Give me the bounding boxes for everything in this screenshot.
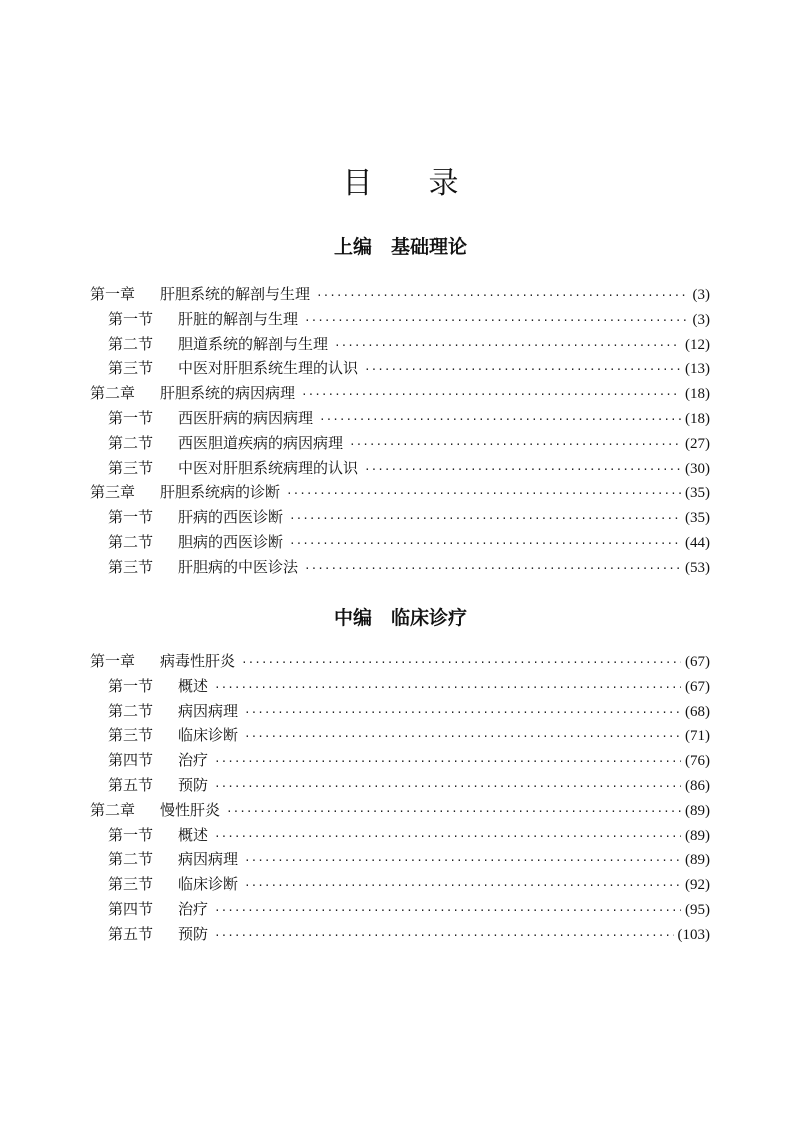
toc-chapter-entry[interactable] — [90, 798, 710, 823]
toc-section-entry[interactable] — [90, 505, 710, 530]
toc-entry-title: 病因病理 — [178, 701, 239, 720]
toc-entry-label: 第一章 — [90, 652, 136, 670]
part-heading-middle: 中编 临床诊疗 — [333, 607, 467, 629]
toc-entry-page: (13) — [685, 361, 710, 378]
toc-section-entry[interactable] — [90, 699, 710, 724]
toc-entry-page: (89) — [685, 802, 710, 819]
dot-leader — [214, 924, 673, 949]
toc-entry-title: 中医对肝胆系统病理的认识 — [178, 458, 359, 477]
toc-entry-label: 第一节 — [108, 408, 154, 427]
dot-leader — [316, 284, 688, 309]
toc-section-entry[interactable] — [90, 723, 710, 748]
toc-entry-label: 第三节 — [108, 359, 154, 378]
toc-entry-page: (3) — [692, 287, 710, 303]
toc-entry-page: (76) — [685, 753, 710, 770]
toc-entry-title: 胆道系统的解剖与生理 — [178, 334, 329, 353]
toc-entry-title: 肝脏的解剖与生理 — [178, 309, 299, 328]
dot-leader — [241, 651, 681, 676]
toc-entry-page: (27) — [685, 435, 710, 452]
toc-entry-label: 第三节 — [108, 875, 154, 894]
dot-leader — [364, 458, 681, 483]
dot-leader — [244, 874, 681, 899]
toc-entry-page: (35) — [685, 510, 710, 527]
toc-entry-page: (67) — [685, 678, 710, 695]
toc-entry-label: 第五节 — [108, 924, 154, 943]
toc-entry-title: 中医对肝胆系统生理的认识 — [178, 359, 359, 378]
dot-leader — [226, 800, 681, 825]
dot-leader — [214, 676, 681, 701]
toc-chapter-entry[interactable] — [90, 649, 710, 674]
dot-leader — [244, 701, 681, 726]
toc-entry-page: (89) — [685, 827, 710, 844]
dot-leader — [364, 358, 681, 383]
toc-entry-page: (95) — [685, 901, 710, 918]
toc-entry-label: 第二节 — [108, 334, 154, 353]
toc-entry-page: (30) — [685, 460, 710, 477]
toc-entry-page: (18) — [685, 386, 710, 403]
toc-entry-title: 慢性肝炎 — [160, 800, 221, 819]
toc-section-entry[interactable] — [90, 897, 710, 922]
toc-entry-page: (67) — [685, 654, 710, 670]
toc-entry-label: 第三节 — [108, 557, 154, 576]
toc-entry-title: 肝胆系统病的诊断 — [160, 483, 281, 502]
toc-section-entry[interactable] — [90, 332, 710, 357]
toc-entry-label: 第一节 — [108, 825, 154, 844]
toc-chapter-entry[interactable] — [90, 480, 710, 505]
toc-section-entry[interactable] — [90, 356, 710, 381]
toc-entry-title: 西医肝病的病因病理 — [178, 408, 314, 427]
toc-entry-title: 胆病的西医诊断 — [178, 532, 284, 551]
dot-leader — [289, 532, 681, 557]
toc-entry-page: (12) — [685, 336, 710, 353]
toc-entry-title: 概述 — [178, 676, 209, 695]
toc-entry-label: 第三节 — [108, 726, 154, 745]
dot-leader — [214, 775, 681, 800]
toc-section-entry[interactable] — [90, 823, 710, 848]
toc-entry-title: 肝病的西医诊断 — [178, 508, 284, 527]
toc-entry-page: (68) — [685, 703, 710, 720]
toc-entry-label: 第三节 — [108, 458, 154, 477]
dot-leader — [244, 849, 681, 874]
toc-entry-title: 临床诊断 — [178, 875, 239, 894]
toc-entry-title: 治疗 — [178, 751, 209, 770]
dot-leader — [214, 825, 681, 850]
toc-entry-label: 第二章 — [90, 384, 136, 403]
toc-section-entry[interactable] — [90, 307, 710, 332]
dot-leader — [244, 725, 681, 750]
toc-section-entry[interactable] — [90, 773, 710, 798]
dot-leader — [286, 482, 681, 507]
toc-entry-title: 治疗 — [178, 899, 209, 918]
toc-entry-label: 第一节 — [108, 309, 154, 328]
toc-section-entry[interactable] — [90, 456, 710, 481]
dot-leader — [334, 334, 681, 359]
toc-entry-label: 第一节 — [108, 676, 154, 695]
dot-leader — [289, 507, 681, 532]
toc-section-entry[interactable] — [90, 872, 710, 897]
toc-entry-label: 第二章 — [90, 800, 136, 819]
toc-entry-label: 第一章 — [90, 285, 136, 303]
toc-list-middle — [90, 649, 710, 947]
toc-section-entry[interactable] — [90, 674, 710, 699]
toc-entry-label: 第五节 — [108, 775, 154, 794]
toc-chapter-entry[interactable] — [90, 381, 710, 406]
toc-entry-page: (3) — [692, 311, 710, 328]
toc-entry-label: 第二节 — [108, 701, 154, 720]
toc-section-entry[interactable] — [90, 847, 710, 872]
toc-entry-title: 病因病理 — [178, 850, 239, 869]
toc-entry-page: (35) — [685, 485, 710, 502]
toc-entry-page: (103) — [677, 926, 710, 943]
toc-entry-title: 肝胆系统的解剖与生理 — [160, 285, 311, 303]
toc-entry-page: (44) — [685, 534, 710, 551]
dot-leader — [319, 408, 681, 433]
toc-entry-label: 第三章 — [90, 483, 136, 502]
toc-entry-title: 预防 — [178, 924, 209, 943]
dot-leader — [214, 899, 681, 924]
toc-section-entry[interactable] — [90, 748, 710, 773]
toc-entry-title: 肝胆系统的病因病理 — [160, 384, 296, 403]
dot-leader — [349, 433, 681, 458]
toc-section-entry[interactable] — [90, 530, 710, 555]
toc-section-entry[interactable] — [90, 922, 710, 947]
toc-entry-title: 西医胆道疾病的病因病理 — [178, 433, 344, 452]
page-title: 目录 — [342, 166, 515, 202]
toc-entry-label: 第四节 — [108, 751, 154, 770]
toc-entry-title: 预防 — [178, 775, 209, 794]
toc-section-entry[interactable] — [90, 555, 710, 580]
toc-entry-page: (53) — [685, 559, 710, 576]
toc-entry-label: 第二节 — [108, 433, 154, 452]
dot-leader — [304, 557, 681, 582]
dot-leader — [214, 750, 681, 775]
toc-section-entry[interactable] — [90, 431, 710, 456]
toc-entry-title: 肝胆病的中医诊法 — [178, 557, 299, 576]
dot-leader — [301, 383, 681, 408]
toc-entry-label: 第二节 — [108, 532, 154, 551]
toc-entry-label: 第一节 — [108, 508, 154, 527]
toc-chapter-entry[interactable] — [90, 282, 710, 307]
toc-entry-label: 第四节 — [108, 899, 154, 918]
part-heading-upper: 上编 基础理论 — [333, 236, 467, 258]
toc-entry-page: (89) — [685, 852, 710, 869]
toc-section-entry[interactable] — [90, 406, 710, 431]
toc-entry-page: (86) — [685, 777, 710, 794]
toc-entry-page: (92) — [685, 877, 710, 894]
toc-entry-page: (71) — [685, 728, 710, 745]
dot-leader — [304, 309, 688, 334]
toc-entry-title: 概述 — [178, 825, 209, 844]
toc-entry-title: 临床诊断 — [178, 726, 239, 745]
toc-entry-page: (18) — [685, 410, 710, 427]
toc-list-upper — [90, 282, 710, 580]
toc-entry-label: 第二节 — [108, 850, 154, 869]
toc-entry-title: 病毒性肝炎 — [160, 652, 236, 670]
